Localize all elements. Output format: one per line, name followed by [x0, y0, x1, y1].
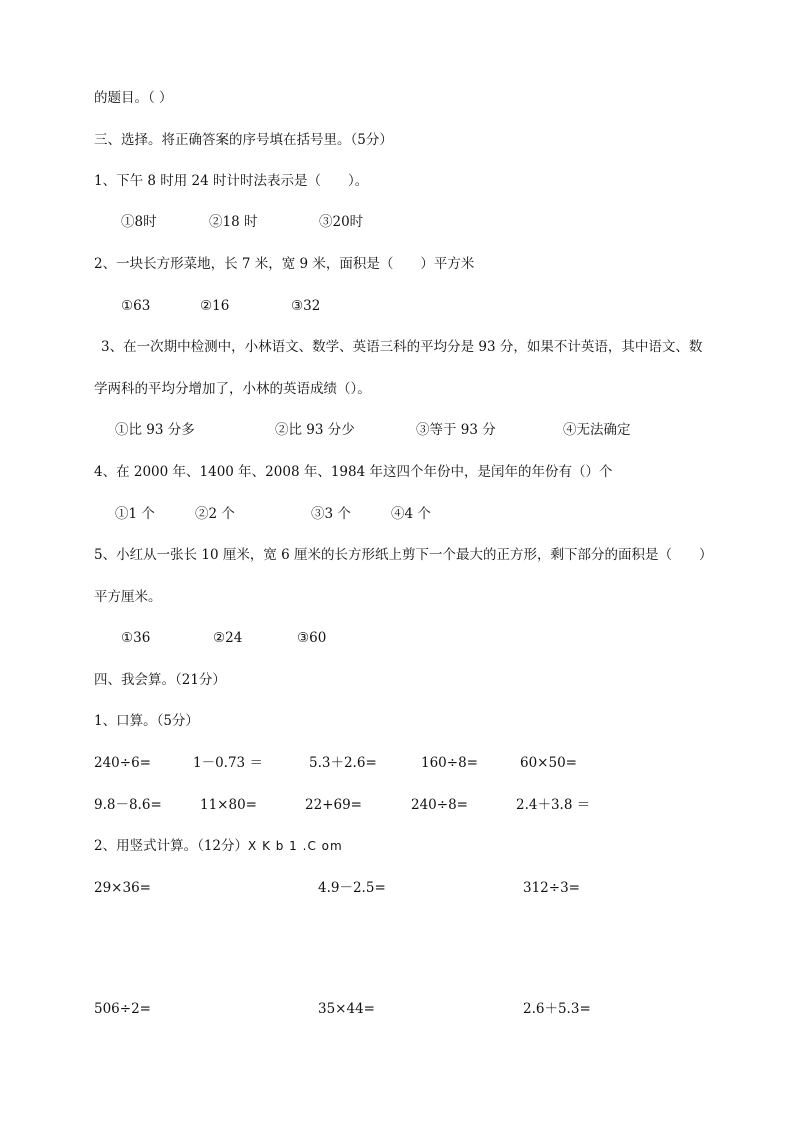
- question-3-text-line-1: 3、在一次期中检测中，小林语文、数学、英语三科的平均分是 93 分，如果不计英语，其中语文、数: [101, 339, 703, 355]
- vertical-r1-c2: 4.9－2.5=: [318, 880, 386, 896]
- q4-option-2: ②2 个: [195, 506, 235, 522]
- oral-r1-c3: 5.3＋2.6=: [309, 755, 377, 771]
- oral-r1-c5: 60×50=: [520, 755, 577, 771]
- q4-option-1: ①1 个: [115, 506, 155, 522]
- q3-option-4: ④无法确定: [563, 422, 631, 438]
- q1-option-2: ②18 时: [209, 214, 258, 230]
- question-2-text: 2、一块长方形菜地，长 7 米，宽 9 米，面积是（ ）平方米: [94, 256, 475, 272]
- vertical-r1-c3: 312÷3=: [523, 880, 580, 896]
- sub-1-header: 1、口算。（5分）: [94, 713, 199, 729]
- vertical-r2-c3: 2.6＋5.3=: [523, 1001, 591, 1017]
- oral-r2-c1: 9.8－8.6=: [94, 797, 162, 813]
- section-3-header: 三、选择。将正确答案的序号填在括号里。（5分）: [94, 132, 393, 148]
- vertical-r1-c1: 29×36=: [94, 880, 151, 896]
- q5-option-1: ①36: [121, 630, 151, 646]
- question-3-text-line-2: 学两科的平均分增加了，小林的英语成绩（）。: [94, 381, 371, 397]
- watermark-text: X K b 1 .C om: [248, 839, 343, 853]
- q4-option-4: ④4 个: [391, 506, 431, 522]
- q2-option-2: ②16: [200, 298, 230, 314]
- question-4-text: 4、在 2000 年、1400 年、2008 年、1984 年这四个年份中，是闰年的年份有（）个: [94, 464, 613, 480]
- oral-r2-c4: 240÷8=: [411, 797, 468, 813]
- carry-over-line: 的题目。（ ）: [94, 90, 173, 106]
- q1-option-1: ①8时: [121, 214, 157, 230]
- sub-2-header-text: 2、用竖式计算。（12分）: [94, 838, 249, 854]
- q5-option-2: ②24: [213, 630, 243, 646]
- q2-option-3: ③32: [291, 298, 321, 314]
- q5-option-3: ③60: [297, 630, 327, 646]
- question-5-text-line-2: 平方厘米。: [94, 589, 162, 605]
- question-1-text: 1、下午 8 时用 24 时计时法表示是（ ）。: [94, 173, 369, 189]
- oral-r1-c2: 1－0.73 ＝: [193, 755, 263, 771]
- q3-option-2: ②比 93 分少: [275, 422, 355, 438]
- q3-option-3: ③等于 93 分: [416, 422, 496, 438]
- oral-r2-c5: 2.4＋3.8 ＝: [516, 797, 591, 813]
- oral-r2-c2: 11×80=: [200, 797, 257, 813]
- q2-option-1: ①63: [121, 298, 151, 314]
- question-5-text-line-1: 5、小红从一张长 10 厘米，宽 6 厘米的长方形纸上剪下一个最大的正方形，剩下部分的面积是（ ）: [94, 547, 713, 563]
- q1-option-3: ③20时: [319, 214, 364, 230]
- sub-2-header: [94, 837, 343, 855]
- vertical-r2-c2: 35×44=: [318, 1001, 375, 1017]
- q3-option-1: ①比 93 分多: [115, 422, 195, 438]
- oral-r1-c4: 160÷8=: [421, 755, 478, 771]
- oral-r1-c1: 240÷6=: [94, 755, 151, 771]
- oral-r2-c3: 22+69=: [305, 797, 362, 813]
- vertical-r2-c1: 506÷2=: [94, 1001, 151, 1017]
- section-4-header: 四、我会算。（21分）: [94, 672, 226, 688]
- q4-option-3: ③3 个: [311, 506, 351, 522]
